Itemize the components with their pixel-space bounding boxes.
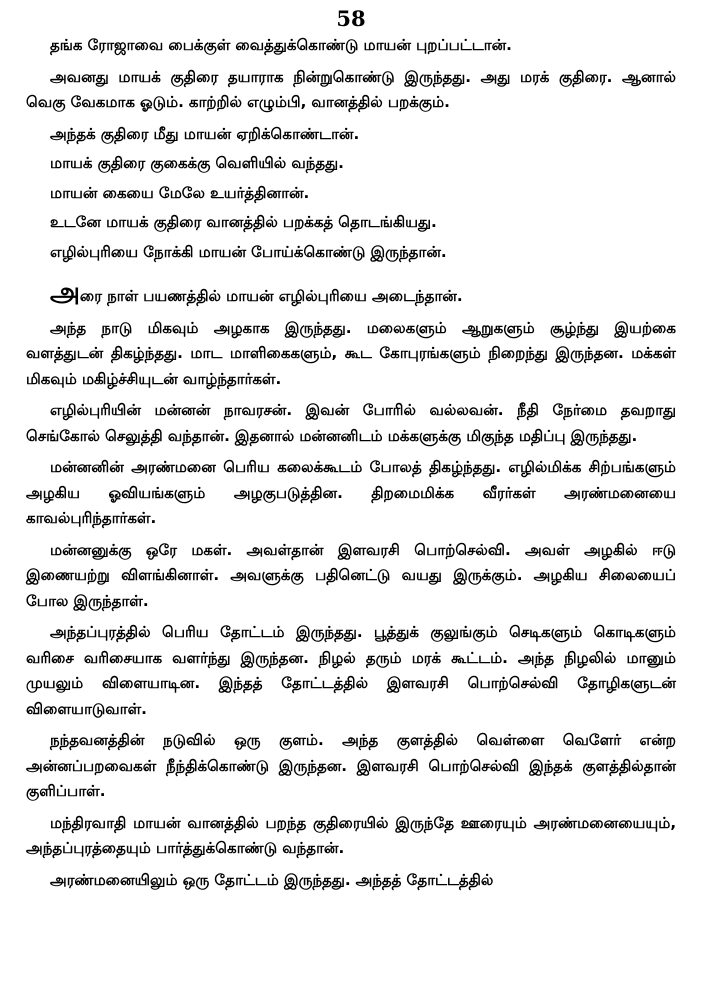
- paragraph-palace: மன்னனின் அரண்மனை பெரிய கலைக்கூடம் போலத் திகழ்ந்தது. எழில்மிக்க சிற்பங்களும் அழகிய ஓவியங்களும் அழகுபடுத்தின. திறமைமிக்க வீரர்கள் அரண்மனையை காவல்புரிந்தார்கள்.: [26, 458, 676, 527]
- paragraph-leaves-cave: மாயக் குதிரை குகைக்கு வெளியில் வந்தது.: [50, 154, 344, 172]
- paragraph-golden-rose: தங்க ரோஜாவை பைக்குள் வைத்துக்கொண்டு மாயன் புறப்பட்டான்.: [50, 36, 512, 54]
- paragraph-princess: மன்னனுக்கு ஒரே மகள். அவள்தான் இளவரசி பொற்செல்வி. அவள் அழகில் ஈடு இணையற்று விளங்கினாள். அவளுக்கு பதினெட்டு வயது இருக்கும். அழகிய சிலையைப் போல இருந்தாள்.: [26, 540, 676, 610]
- paragraph-reaches-ezhilpuri: [26, 277, 676, 310]
- paragraph-magic-horse: அவனது மாயக் குதிரை தயாராக நின்றுகொண்டு இருந்தது. அது மரக் குதிரை. ஆனால் வெகு வேகமாக ஓடும். காற்றில் எழும்பி, வானத்தில் பறக்கும்.: [26, 67, 676, 111]
- paragraph-mounts-horse: அந்தக் குதிரை மீது மாயன் ஏறிக்கொண்டான்.: [50, 124, 360, 143]
- paragraph-sorcerer-views: மந்திரவாதி மாயன் வானத்தில் பறந்த குதிரையில் இருந்தே ஊரையும் அரண்மனையையும், அந்தப்புரத்தையும் பார்த்துக்கொண்டு வந்தான்.: [26, 813, 676, 857]
- paragraph-raises-hand: மாயன் கையை மேலே உயர்த்தினான்.: [50, 183, 310, 202]
- paragraph-heads-to-ezhilpuri: எழில்புரியை நோக்கி மாயன் போய்க்கொண்டு இருந்தான்.: [50, 242, 447, 261]
- paragraph-king-navarasan: எழில்புரியின் மன்னன் நாவரசன். இவன் போரில் வல்லவன். நீதி நேர்மை தவறாது செங்கோல் செலுத்தி வந்தான். இதனால் மன்னனிடம் மக்களுக்கு மிகுந்த மதிப்பு இருந்தது.: [26, 401, 676, 445]
- paragraph-pond: நந்தவனத்தின் நடுவில் ஒரு குளம். அந்த குளத்தில் வெள்ளை வெளேர் என்ற அன்னப்பறவைகள் நீந்திக்கொண்டு இருந்தன. இளவரசி பொற்செல்வி இந்தக் குளத்தில்தான் குளிப்பாள்.: [26, 731, 676, 800]
- book-page: [26, 6, 676, 984]
- paragraph-palace-garden: அரண்மனையிலும் ஒரு தோட்டம் இருந்தது. அந்தத் தோட்டத்தில்: [50, 870, 494, 889]
- drop-cap: அ: [50, 277, 80, 308]
- page-number: 58: [336, 6, 366, 31]
- paragraph-garden: அந்தப்புரத்தில் பெரிய தோட்டம் இருந்தது. பூத்துக் குலுங்கும் செடிகளும் கொடிகளும் வரிசை வரிசையாக வளர்ந்து இருந்தன. நிழல் தரும் மரக் கூட்டம். அந்த நிழலில் மானும் முயலும் விளையாடின. இந்தத் தோட்டத்தில் இளவரசி பொற்செல்வி தோழிகளுடன் விளையாடுவாள்.: [26, 623, 676, 718]
- paragraph-reaches-ezhilpuri-text: ரை நாள் பயணத்தில் மாயன் எழில்புரியை அடைந்தான்.: [79, 287, 463, 305]
- paragraph-starts-flying: உடனே மாயக் குதிரை வானத்தில் பறக்கத் தொடங்கியது.: [50, 213, 437, 231]
- paragraph-country-description: அந்த நாடு மிகவும் அழகாக இருந்தது. மலைகளும் ஆறுகளும் சூழ்ந்து இயற்கை வளத்துடன் திகழ்ந்தது. மாட மாளிகைகளும், கூட கோபுரங்களும் நிறைந்து இருந்தன. மக்கள் மிகவும் மகிழ்ச்சியுடன் வாழ்ந்தார்கள்.: [26, 318, 676, 388]
